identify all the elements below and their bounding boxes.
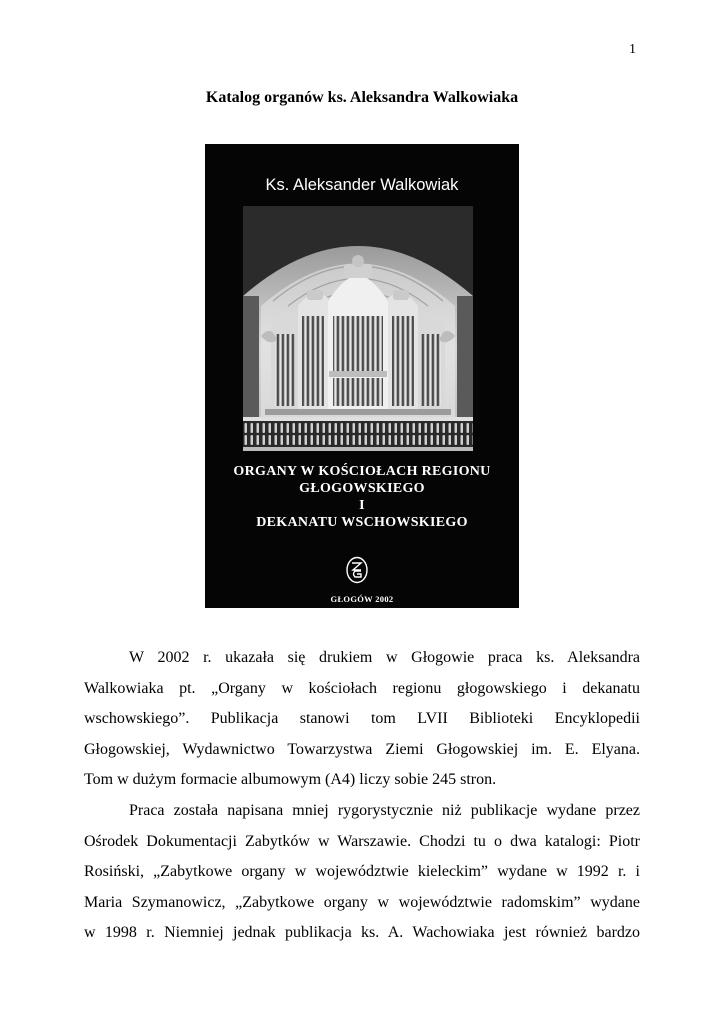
page-number: 1 [629, 42, 636, 57]
church-organ-photo [243, 206, 473, 451]
text-line: W 2002 r. ukazała się drukiem w Głogowie praca ks. Aleksandra [129, 649, 640, 666]
cover-heading-line: ORGANY W KOŚCIOŁACH REGIONU [233, 464, 491, 479]
text-line: Maria Szymanowicz, „Zabytkowe organy w województwie radomskim” wydane [84, 893, 640, 911]
text-line: Praca została napisana mniej rygorystycznie niż publikacje wydane przez [129, 802, 640, 819]
paragraph-2 [84, 796, 640, 949]
text-line: Głogowskiej, Wydawnictwo Towarzystwa Ziemi Głogowskiej im. E. Elyana. [84, 740, 640, 758]
cover-heading [205, 463, 519, 531]
paragraph-1 [84, 643, 640, 796]
cover-heading-line: GŁOGOWSKIEGO [299, 481, 425, 496]
text-line: Ośrodek Dokumentacji Zabytków w Warszawie. Chodzi tu o dwa katalogi: Piotr [84, 832, 640, 850]
text-line: Walkowiaka pt. „Organy w kościołach regionu głogowskiego i dekanatu [84, 679, 640, 697]
book-cover-image [205, 144, 519, 608]
document-title: Katalog organów ks. Aleksandra Walkowiaka [205, 89, 519, 106]
text-line: w 1998 r. Niemniej jednak publikacja ks. A. Wachowiaka jest również bardzo [84, 924, 640, 942]
cover-heading-line: I [359, 498, 365, 513]
cover-heading-line: DEKANATU WSCHOWSKIEGO [256, 515, 468, 530]
cover-place-year: GŁOGÓW 2002 [330, 594, 394, 604]
text-line: wschowskiego”. Publikacja stanowi tom LVII Biblioteki Encyklopedii [84, 710, 640, 728]
publisher-logo [345, 556, 369, 584]
text-line: Rosiński, „Zabytkowe organy w województwie kieleckim” wydane w 1992 r. i [84, 863, 640, 881]
text-line: Tom w dużym formacie albumowym (A4) liczy sobie 245 stron. [84, 771, 497, 789]
cover-author: Ks. Aleksander Walkowiak [265, 176, 459, 194]
